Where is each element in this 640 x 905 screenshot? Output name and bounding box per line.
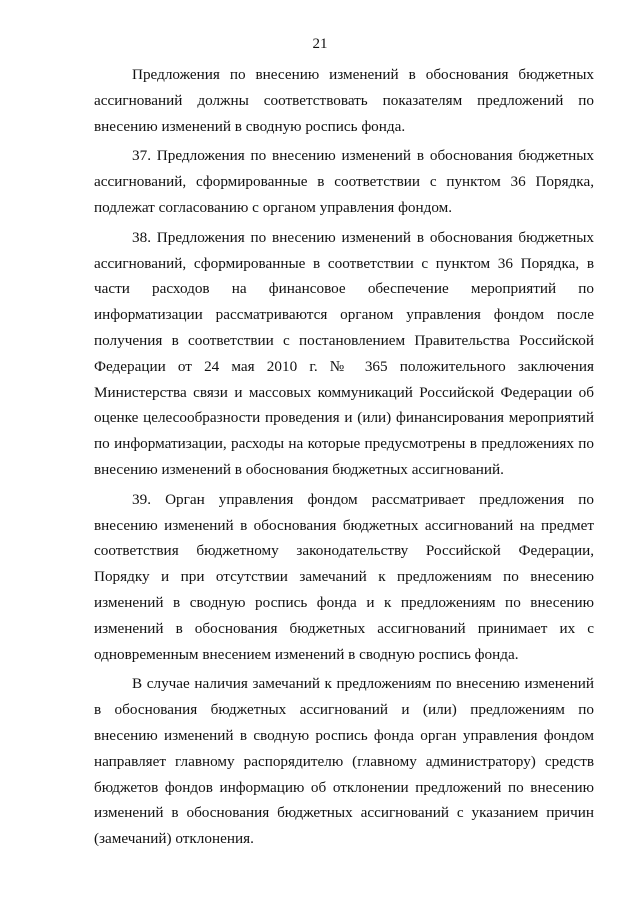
page-number: 21 xyxy=(312,36,328,52)
paragraph-rejection: В случае наличия замечаний к предложениям по внесению изменений в обоснования бюджетных ассигнований и (или) предложениям по внесению изменений в сводную роспись фонда орган управления фондом направляет главному распорядителю (главному администратору) средств бюджетов фондов информацию об отклонении предложений по внесению изменений в обоснования бюджетных ассигнований с указанием причин (замечаний) отклонения. xyxy=(94,675,594,848)
paragraph-37: 37. Предложения по внесению изменений в обоснования бюджетных ассигнований, сформированные в соответствии с пунктом 36 Порядка, подлежат согласованию с органом управления фондом. xyxy=(94,147,594,216)
paragraph-38: 38. Предложения по внесению изменений в обоснования бюджетных ассигнований, сформированные в соответствии с пунктом 36 Порядка, в части расходов на финансовое обеспечение мероприятий по информатизации рассматриваются органом управления фондом после получения в соответствии с постановлением Правительства Российской Федерации от 24 мая 2010 г. № 365 положительного заключения Министерства связи и массовых коммуникаций Российской Федерации об оценке целесообразности проведения и (или) финансирования мероприятий по информатизации, расходы на которые предусмотрены в предложениях по внесению изменений в обоснования бюджетных ассигнований. xyxy=(94,228,594,478)
paragraph-39: 39. Орган управления фондом рассматривает предложения по внесению изменений в обоснования бюджетных ассигнований на предмет соответствия бюджетному законодательству Российской Федерации, Порядку и при отсутствии замечаний к предложениям по внесению изменений в сводную роспись фонда и к предложениям по внесению изменений в обоснования бюджетных ассигнований принимает их с одновременным внесением изменений в сводную роспись фонда. xyxy=(94,490,594,663)
paragraph-intro: Предложения по внесению изменений в обоснования бюджетных ассигнований должны соответствовать показателям предложений по внесению изменений в сводную роспись фонда. xyxy=(94,66,594,135)
document-body xyxy=(94,62,594,856)
